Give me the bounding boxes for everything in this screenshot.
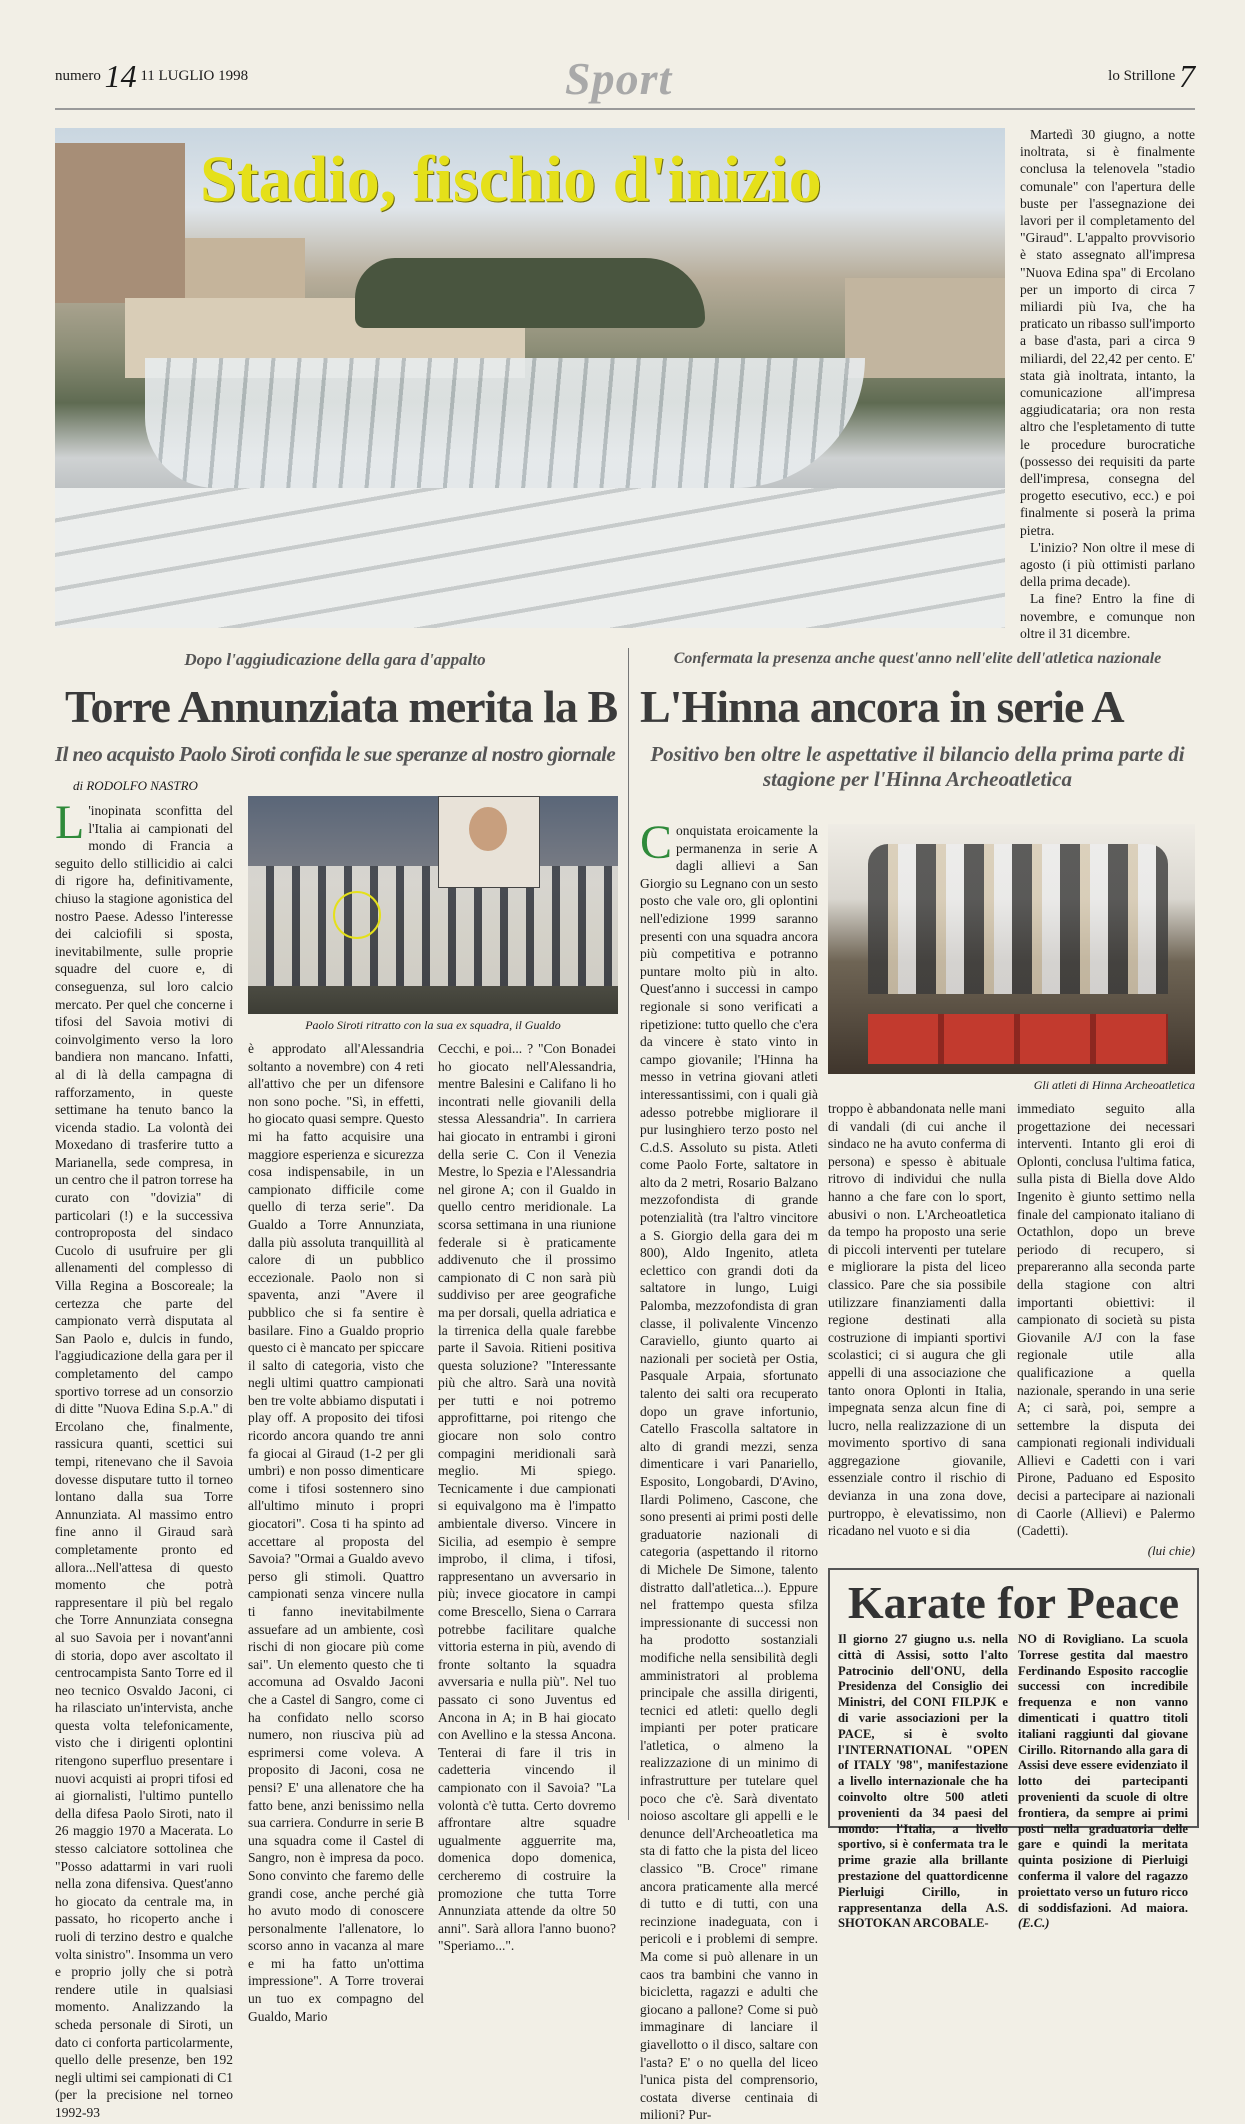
stadium-photo xyxy=(55,128,1005,628)
highlight-circle xyxy=(333,891,381,939)
photo-building xyxy=(55,143,185,303)
left-col-1 xyxy=(55,796,233,2120)
karate-signature: (E.C.) xyxy=(1018,1916,1050,1931)
left-headline: Torre Annunziata merita la B xyxy=(65,681,618,732)
dropcap: L xyxy=(55,796,85,849)
photo-building xyxy=(845,278,1005,378)
left-subhead: Il neo acquisto Paolo Siroti confida le sue speranze al nostro giornale xyxy=(55,742,616,766)
team-players xyxy=(248,866,618,986)
paragraph: L'inizio? Non oltre il mese di agosto (i più ottimisti parlano della prima decade). xyxy=(1020,539,1195,590)
left-col-2: è approdato all'Alessandria soltanto a novembre) con 4 reti all'attivo che per un difensore non sono poche. "Sì, in effetti, ho giocato quasi sempre. Questo mi ha fatto acquisire una maggiore esperienza e sicurezza cosa indispensabile, in un campionato difficile come quello di terza serie". Da Gualdo a Torre Annunziata, dalla più assoluta tranquillità al calore di un pubblico eccezionale. Paolo non si spaventa, anzi "Avere il pubblico che si fa sentire è basilare. Fino a Gualdo proprio questo ci è mancato per spiccare il salto di categoria, visto che negli ultimi quattro campionati ben tre volte abbiamo disputati i play off. A proposito dei tifosi ricordo ancora quando tre anni fa giocai al Giraud (1-2 per gli umbri) e non posso dimenticare come i tifosi sostennero sino all'ultimo minuto i propri giocatori". Cosa ti ha spinto ad accettare al proposta del Savoia? "Ormai a Gualdo avevo perso gli stimoli. Quattro campionati senza vincere nulla ti fanno inevitabilmente assuefare ad un ambiente, così rischi di non giocare più come sai". Un elemento questo che ti accomuna ad Osvaldo Jaconi che a Castel di Sangro, come ci ha confidato nello scorso numero, non riusciva più ad esprimersi come voleva. A proposito di Jaconi, cosa ne pensi? E' una allenatore che ha fatto bene, anzi benissimo nella sua carriera. Condurre in serie B una squadra come il Castel di Sangro, non è impresa da poco. Sono convinto che faremo delle grandi cose, anche perché già ho avuto modo di conoscere personalmente l'allenatore, lo scorso anno in vacanza al mare e mi ha fatto un'ottima impressione". A Torre troverai un tuo ex compagno del Gualdo, Mario xyxy=(248,1041,424,2024)
body-text: 'inopinata sconfitta del l'Italia ai campionati del mondo di Francia a seguito dello stillicidio ai calci di rigore ha, definitivamente, chiuso la stagione agonistica del nostro Paese. Adesso l'interesse dei calciofili si sposta, inevitabilmente, sulle proprie squadre del cuore e, di conseguenza, sul loro calcio mercato. Per quel che concerne i tifosi del Savoia motivi di coinvolgimento verso la loro bandiera non mancano. Infatti, al di là della campagna di rafforzamento, in queste settimane ha tenuto banco la vicenda stadio. La volontà dei Moxedano di trasferire tutto a Marianella, sede compresa, in un centro che il patron torrese ha curato con "dovizia" di particolari (!) e la successiva controproposta del sindaco Cucolo di usufruire per gli allenamenti del complesso di Villa Regina a Boscoreale; la certezza che parte del campionato verrà disputata al San Paolo e, dulcis in fundo, l'aggiudicazione della gara per il completamento del campo sportivo torrese ad un consorzio di ditte "Nuova Edina S.p.A." di Ercolano che, finalmente, rassicura quanti, scettici sui tempi, ritenevano che il Savoia dovesse disputare tutto il torneo lontano dalla sua Torre Annunziata. Al massimo entro fine anno il Giraud sarà completamente pronto ed allora...Nell'attesa di questo momento che potrà rappresentare il più bel regalo che Torre Annunziata consegna al suo Savoia per i novant'anni di storia, dopo aver ascoltato il centrocampista Santo Torre ed il neo tecnico Osvaldo Jaconi, ci ha rilasciato un'intervista, anche questa volta telefonicamente, visto che i dirigenti oplontini ritengono superfluo presentare i nuovi acquisti ai propri tifosi ed ai giornalisti, l'ultimo puntello della difesa Paolo Siroti, nato il 26 maggio 1970 a Macerata. Lo stesso calciatore sottolinea che "Posso adattarmi in vari ruoli nella zona difensiva. Quest'anno ho giocato da centrale ma, in passato, ho ricoperto anche i ruoli di terzino destro e qualche volta sinistro". Insomma un vero e proprio jolly che si potrà rendere utile in qualsiasi momento. Analizzando la scheda personale di Siroti, un dato ci conforta particolarmente, quello delle presenze, ben 192 negli ultimi sei campionati di C1 (per la precisione nel torneo 1992-93 xyxy=(55,803,233,2120)
paragraph: La fine? Entro la fine di novembre, e comunque non oltre il 31 dicembre. xyxy=(1020,591,1195,641)
hero-title: Stadio, fischio d'inizio xyxy=(200,143,822,216)
numero-label: numero xyxy=(55,67,101,84)
body-text: NO di Rovigliano. La scuola Torrese gestita dal maestro Ferdinando Esposito raccoglie successi con incredibile frequenza e non vanno dimenticati i quattro titoli italiani raggiunti dal giovane Cirillo. Ritornando alla gara di Assisi deve essere evidenziato il lotto dei partecipanti provenienti da scuole di oltre frontiera, da sempre ai primi posti nella graduatoria delle gare e quindi la meritata quinta posizione di Pierluigi conferma il valore del ragazzo proiettato verso un futuro ricco di soddisfazioni. Ad maiora. xyxy=(1018,1632,1188,1915)
column-divider xyxy=(628,648,629,1820)
right-kicker: Confermata la presenza anche quest'anno nell'elite dell'atletica nazionale xyxy=(673,650,1162,667)
hero-side-text xyxy=(1020,126,1195,642)
masthead xyxy=(55,52,1195,106)
right-col-2: troppo è abbandonata nelle mani di vandali (di cui anche il sindaco ne ha avuto conferma di persona) e spesso è abituale ritrovo di individui che nulla hanno a che fare con lo sport, abusivi o non. L'Archeoatletica da tempo ha proposto una serie di piccoli interventi per tutelare e migliorare la pista del liceo classico. Pare che sia possibile utilizzare finanziamenti dalla regione destinati alla costruzione di impianti sportivi scolastici; ci si augura che gli appelli di una associazione che tanto onora Oplonti in Italia, impegnata senza alcun fine di lucro, nella realizzazione di un movimento sportivo di sana aggregazione giovanile, essenziale contro il rischio di devianza in una zona dove, purtroppo, è elevatissimo, non ricadano nel vuoto e si dia xyxy=(828,1101,1006,1539)
team-photo xyxy=(248,796,618,1014)
photo-stands xyxy=(145,358,865,488)
right-signature: (lui chie) xyxy=(1147,1543,1195,1558)
masthead-rule xyxy=(55,108,1195,110)
section-title: Sport xyxy=(565,53,673,104)
photo-trees xyxy=(355,258,705,328)
dropcap: C xyxy=(640,816,673,869)
issue-info xyxy=(55,58,248,95)
athletes-photo-caption: Gli atleti di Hinna Archeoatletica xyxy=(1033,1078,1195,1092)
right-subhead: Positivo ben oltre le aspettative il bilancio della prima parte di stagione per l'Hinna Archeoatletica xyxy=(650,742,1185,791)
page-number: 7 xyxy=(1179,58,1195,94)
paragraph: Martedì 30 giugno, a notte inoltrata, si è finalmente conclusa la telenovela "stadio comunale" con l'apertura delle buste per l'assegnazione dei lavori per il completamento del "Giraud". L'appalto provvisorio è stato assegnato all'impresa "Nuova Edina spa" di Ercolano per un importo di circa 7 miliardi più Iva, che ha praticato un ribasso sull'importo a base d'asta, pari a circa 9 miliardi, del 22,42 per cento. E' stata già inoltrata, intanto, la comunicazione all'impresa aggiudicataria; ora non resta altro che l'espletamento di tutte le procedure burocratiche (possesso dei requisiti da parte dell'impresa, consegna del progetto esecutivo, ecc.) e poi finalmente si poserà la prima pietra. xyxy=(1020,127,1195,538)
body-text: onquistata eroicamente la permanenza in serie A dagli allievi a San Giorgio su Legnano con un sesto posto che vale oro, gli oplontini nell'edizione 1999 saranno presenti con una squadra ancora più competitiva e potranno puntare molto più in alto. Quest'anno i successi in campo regionale si sono verificati a ripetizione: tutto quello che c'era da vincere è stato vinto in campo giovanile; l'Hinna ha messo in vetrina giovani atleti interessantissimi, con i quali già adesso potrebbe migliorare il pur lusinghiero terzo posto nel C.d.S. Assoluto su pista. Atleti come Paolo Forte, saltatore in alto da 2 metri, Rosario Balzano mezzofondista di grande potenzialità (tra l'altro vincitore a S. Giorgio della gara dei m 800), Aldo Ingenito, atleta eclettico con grandi doti da saltatore in lungo, Luigi Palomba, mezzofondista di gran classe, il polivalente Vincenzo Caraviello, giunto quarto ai nazionali per società per Ostia, Pasquale Arpaia, sfortunato talento dei salti ora recuperato dopo un grave infortunio, Catello Frascolla saltatore in alto di grandi mezzi, senza dimenticare i vari Panariello, Esposito, Longobardi, D'Avino, Ilardi Polimeno, Cascone, che sono presenti ai primi posti delle graduatorie nazionali di categoria (aspettando il ritorno di Michele De Simone, talento distratto dall'atletica...). Eppure nel frattempo questa sfilza impressionante di successi non ha prodotto sostanziali modifiche nella sensibilità degli amministratori al problema principale che assilla dirigenti, tecnici ed atleti: quello degli impianti per poter praticare l'atletica, o almeno la realizzazione di un minimo di infrastrutture per tutelare quel poco che c'è. Sarà diventato noioso ascoltare gli appelli e le denunce dell'Archeoatletica ma sta di fatto che la pista del liceo classico "B. Croce" rimane ancora praticamente alla mercé di tutto e di tutti, con una recinzione inadeguata, con i pericoli e i problemi di sempre. Ma come si può allenare in un caos tra bambini che vanno in bicicletta, ragazzi e adulti che giocano a pallone? Come si può immaginare di lanciare il giavellotto o il disco, saltare con l'asta? E' o no quella del liceo l'unica pista del comprensorio, costata diverse centinaia di milioni? Pur- xyxy=(640,823,818,2123)
right-headline: L'Hinna ancora in serie A xyxy=(640,681,1124,732)
team-photo-caption: Paolo Siroti ritratto con la sua ex squadra, il Gualdo xyxy=(305,1018,561,1032)
paper-info xyxy=(1108,58,1195,95)
issue-number: 14 xyxy=(104,58,137,94)
right-col-1 xyxy=(640,816,818,2123)
athletes-photo xyxy=(828,824,1195,1074)
karate-col-1: Il giorno 27 giugno u.s. nella città di Assisi, sotto l'alto Patrocinio dell'ONU, della Presidenza del Consiglio dei Ministri, del CONI FILPJK e di varie associazioni per la PACE, si è svolto l'INTERNATIONAL "OPEN of ITALY '98", manifestazione a livello internazionale che ha coinvolto oltre 500 atleti provenienti da 34 paesi del mondo: l'Italia, a livello sportivo, si è confermata tra le prime grazie alla brillante prestazione del quattordicenne Pierluigi Cirillo, in rappresentanza della A.S. SHOTOKAN ARCOBALE- xyxy=(838,1632,1008,1931)
byline: di RODOLFO NASTRO xyxy=(73,778,198,793)
photo-roofs xyxy=(55,488,1005,628)
portrait-face xyxy=(469,807,507,851)
athletes-group xyxy=(868,844,1168,994)
karate-col-2 xyxy=(1018,1632,1188,1931)
red-seats xyxy=(868,1014,1168,1064)
right-col-3: immediato seguito alla progettazione dei necessari interventi. Intanto gli eroi di Oplonti, conclusa l'ultima fatica, sulla pista di Biella dove Aldo Ingenito è giunto settimo nella finale del campionato italiano di Octathlon, dopo un breve periodo di recupero, si prepareranno alla seconda parte della stagione con altri importanti obiettivi: il campionato di società su pista Giovanile A/J con la fase regionale utile alla qualificazione a quella nazionale, sperando in una serie A; ci sarà, poi, sempre a settembre la disputa dei campionati regionali individuali Allievi e Cadetti con i vari Pirone, Paduano ed Esposito decisi a partecipare ai nazionali di Caorle (Allievi) e Palermo (Cadetti). xyxy=(1017,1101,1195,1539)
left-kicker: Dopo l'aggiudicazione della gara d'appalto xyxy=(184,650,486,669)
left-col-3: Cecchi, e poi... ? "Con Bonadei ho giocato nell'Alessandria, mentre Balesini e Califano li ho incontrati nelle giovanili della stessa Alessandria". In carriera hai giocato in entrambi i gironi della serie C. Con il Venezia Mestre, lo Spezia e l'Alessandria nel girone A; con il Gualdo in quello centro meridionale. La scorsa settimana in una riunione federale si è praticamente addivenuto che il prossimo campionato di C non sarà più suddiviso per aree geografiche ma per dorsali, quella adriatica e la tirrenica della quale farebbe parte il Savoia. Ritieni positiva questa soluzione? "Interessante più che altro. Sarà una novità per tutti e noi potremo approfittarne, poi ritengo che giocare non solo contro compagini meridionali sarà meglio. Mi spiego. Tecnicamente i due campionati si equivalgono ma è l'impatto ambientale diverso. Vincere in Sicilia, ad esempio è sempre improbo, il clima, i tifosi, rappresentano un avversario in più; invece giocatore in campi come Brescello, Siena o Carrara potrebbe facilitare qualche vittoria esterna in più, avendo di fronte soltanto la squadra avversaria e nulla più". Nel tuo passato ci sono Juventus ed Ancona in A; in B hai giocato con Avellino e la stessa Ancona. Tenterai di fare il tris in cadetteria vincendo il campionato con il Savoia? "La volontà c'è tutta. Certo dovremo affrontare altre squadre ugualmente agguerrite ma, domenica dopo domenica, cercheremo di costruire la promozione che tutta Torre Annunziata attende da oltre 50 anni". Sarà allora l'anno buono? "Speriamo...". xyxy=(438,1041,616,1954)
issue-date: 11 LUGLIO 1998 xyxy=(140,67,249,84)
karate-box xyxy=(828,1568,1199,1931)
paper-name: lo Strillone xyxy=(1108,67,1176,84)
karate-title: Karate for Peace xyxy=(847,1577,1180,1628)
portrait-inset xyxy=(438,796,540,888)
